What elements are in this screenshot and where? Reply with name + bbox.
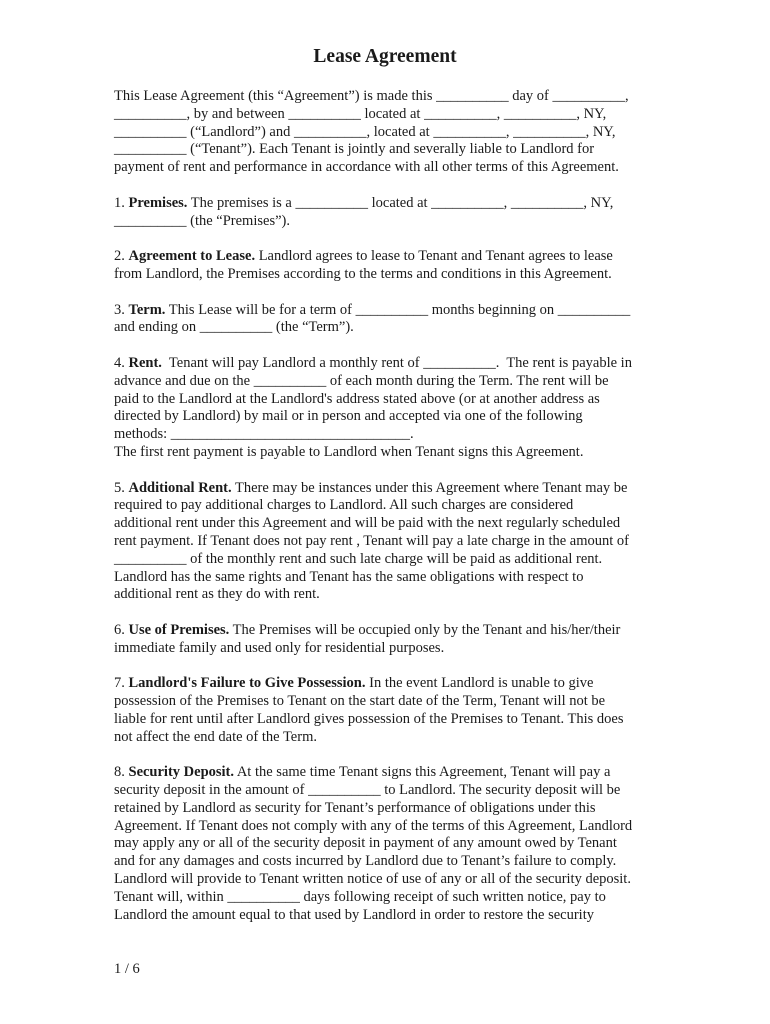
section-text: In the event Landlord is unable to give — [365, 675, 594, 692]
section-line: directed by Landlord) by mail or in person and accepted via one of the following — [114, 408, 583, 425]
section-failure-to-give-possession — [114, 675, 659, 746]
section-first-line — [114, 302, 659, 320]
page-title: Lease Agreement — [313, 46, 457, 67]
section-agreement-to-lease — [114, 248, 659, 284]
section-line: may apply any or all of the security deposit in payment of any amount owed by Tenant — [114, 835, 617, 852]
section-heading: Security Deposit. — [128, 764, 235, 781]
section-first-line — [114, 355, 659, 373]
section-line: and for any damages and costs incurred by Landlord due to Tenant’s failure to comply. — [114, 853, 617, 870]
page-number: 1 / 6 — [114, 961, 140, 977]
section-line: possession of the Premises to Tenant on the start date of the Term, Tenant will not be — [114, 693, 606, 710]
intro-line: This Lease Agreement (this “Agreement”) is made this __________ day of __________, — [114, 88, 629, 104]
section-heading: Premises. — [128, 194, 188, 211]
section-line: and ending on __________ (the “Term”). — [114, 319, 354, 336]
section-line: immediate family and used only for residential purposes. — [114, 639, 445, 656]
section-number: 3. — [114, 301, 125, 318]
section-number: 5. — [114, 479, 125, 496]
section-heading: Additional Rent. — [128, 479, 232, 496]
section-first-line — [114, 764, 659, 782]
section-number: 7. — [114, 675, 125, 692]
section-line: additional rent as they do with rent. — [114, 586, 320, 603]
section-line: retained by Landlord as security for Tenant’s performance of obligations under this — [114, 799, 596, 816]
intro-paragraph — [114, 88, 659, 177]
section-first-line — [114, 195, 659, 213]
section-security-deposit — [114, 764, 659, 924]
section-text: The premises is a __________ located at __________, __________, NY, — [187, 194, 614, 211]
section-additional-rent — [114, 480, 659, 605]
section-text: There may be instances under this Agreement where Tenant may be — [231, 479, 628, 496]
section-heading: Agreement to Lease. — [128, 248, 256, 265]
section-line: __________ (the “Premises”). — [114, 212, 290, 229]
section-term — [114, 302, 659, 338]
intro-line: __________, by and between __________ located at __________, __________, NY, — [114, 105, 607, 122]
section-line: Tenant will, within __________ days following receipt of such written notice, pay to — [114, 888, 606, 905]
section-number: 8. — [114, 764, 125, 781]
section-line: paid to the Landlord at the Landlord's address stated above (or at another address as — [114, 390, 600, 407]
section-rent — [114, 355, 659, 462]
section-line: from Landlord, the Premises according to the terms and conditions in this Agreement. — [114, 265, 612, 282]
section-heading: Landlord's Failure to Give Possession. — [128, 675, 366, 692]
intro-line: __________ (“Tenant”). Each Tenant is jointly and severally liable to Landlord for — [114, 141, 595, 158]
section-first-line — [114, 675, 659, 693]
document-body — [114, 88, 659, 942]
section-use-of-premises — [114, 622, 659, 658]
section-line: Landlord the amount equal to that used by Landlord in order to restore the security — [114, 906, 594, 923]
section-text: This Lease will be for a term of __________ months beginning on __________ — [165, 301, 631, 318]
section-first-line — [114, 622, 659, 640]
section-line: __________ of the monthly rent and such late charge will be paid as additional rent. — [114, 550, 603, 567]
section-line: liable for rent until after Landlord gives possession of the Premises to Tenant. This does — [114, 710, 624, 727]
section-first-line — [114, 248, 659, 266]
section-heading: Use of Premises. — [128, 621, 230, 638]
section-text: Landlord agrees to lease to Tenant and Tenant agrees to lease — [255, 248, 613, 265]
intro-line: __________ (“Landlord”) and __________, located at __________, __________, NY, — [114, 123, 616, 140]
section-number: 6. — [114, 621, 125, 638]
section-number: 2. — [114, 248, 125, 265]
section-line: Landlord has the same rights and Tenant has the same obligations with respect to — [114, 568, 584, 585]
section-line: advance and due on the __________ of each month during the Term. The rent will be — [114, 372, 609, 389]
section-text: The Premises will be occupied only by the Tenant and his/her/their — [229, 621, 621, 638]
section-line: Landlord will provide to Tenant written notice of use of any or all of the security deposit. — [114, 871, 631, 888]
section-text: Tenant will pay Landlord a monthly rent of __________. The rent is payable in — [161, 354, 632, 371]
section-line: required to pay additional charges to Landlord. All such charges are considered — [114, 497, 574, 514]
section-line: not affect the end date of the Term. — [114, 728, 317, 745]
section-heading: Rent. — [128, 354, 162, 371]
section-line: The first rent payment is payable to Landlord when Tenant signs this Agreement. — [114, 443, 584, 460]
section-text: At the same time Tenant signs this Agreement, Tenant will pay a — [234, 764, 611, 781]
section-line: security deposit in the amount of __________ to Landlord. The security deposit will be — [114, 782, 621, 799]
section-number: 4. — [114, 354, 125, 371]
section-first-line — [114, 480, 659, 498]
section-premises — [114, 195, 659, 231]
intro-line: payment of rent and performance in accordance with all other terms of this Agreement. — [114, 159, 619, 176]
section-number: 1. — [114, 194, 125, 211]
section-line: methods: _________________________________. — [114, 426, 414, 443]
section-line: Agreement. If Tenant does not comply with any of the terms of this Agreement, Landlord — [114, 817, 633, 834]
section-heading: Term. — [128, 301, 166, 318]
section-line: additional rent under this Agreement and will be paid with the next regularly scheduled — [114, 515, 621, 532]
section-line: rent payment. If Tenant does not pay rent , Tenant will pay a late charge in the amount of — [114, 532, 629, 549]
